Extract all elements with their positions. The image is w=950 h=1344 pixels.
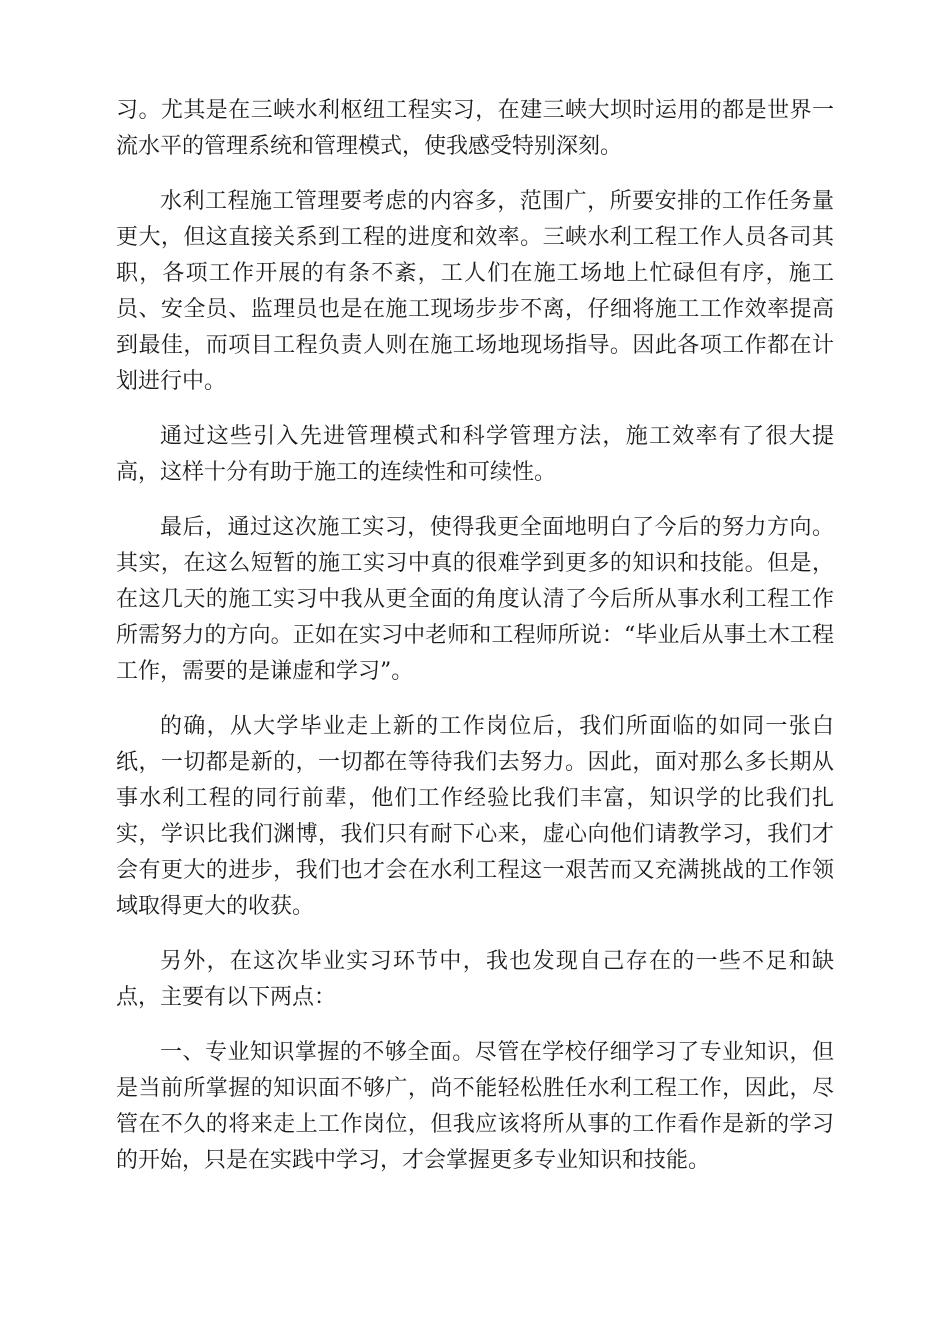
paragraph-shortcoming-one: 一、专业知识掌握的不够全面。尽管在学校仔细学习了专业知识，但是当前所掌握的知识面不够广，尚不能轻松胜任水利工程工作，因此，尽管在不久的将来走上工作岗位，但我应该将所从事的工作看作是新的学习的开始，只是在实践中学习，才会掌握更多专业知识和技能。 [116,1040,834,1173]
paragraph-new-job: 的确，从大学毕业走上新的工作岗位后，我们所面临的如同一张白纸，一切都是新的，一切都在等待我们去努力。因此，面对那么多长期从事水利工程的同行前辈，他们工作经验比我们丰富，知识学的比我们扎实，学识比我们渊博，我们只有耐下心来，虚心向他们请教学习，我们才会有更大的进步，我们也才会在水利工程这一艰苦而又充满挑战的工作领域取得更大的收获。 [116,714,834,919]
paragraph-efficiency: 通过这些引入先进管理模式和科学管理方法，施工效率有了很大提高，这样十分有助于施工的连续性和可续性。 [116,424,834,485]
document-page [116,93,834,1198]
paragraph-construction-management: 水利工程施工管理要考虑的内容多，范围广，所要安排的工作任务量更大，但这直接关系到工程的进度和效率。三峡水利工程工作人员各司其职，各项工作开展的有条不紊，工人们在施工场地上忙碌但有序，施工员、安全员、监理员也是在施工现场步步不离，仔细将施工工作效率提高到最佳，而项目工程负责人则在施工场地现场指导。因此各项工作都在计划进行中。 [116,189,834,394]
paragraph-continuation: 习。尤其是在三峡水利枢纽工程实习，在建三峡大坝时运用的都是世界一流水平的管理系统和管理模式，使我感受特别深刻。 [116,98,834,159]
paragraph-direction: 最后，通过这次施工实习，使得我更全面地明白了今后的努力方向。其实，在这么短暂的施工实习中真的很难学到更多的知识和技能。但是，在这几天的施工实习中我从更全面的角度认清了今后所从事水利工程工作所需努力的方向。正如在实习中老师和工程师所说：“毕业后从事土木工程工作，需要的是谦虚和学习”。 [116,515,834,684]
paragraph-shortcomings-intro: 另外，在这次毕业实习环节中，我也发现自己存在的一些不足和缺点，主要有以下两点： [116,949,834,1010]
